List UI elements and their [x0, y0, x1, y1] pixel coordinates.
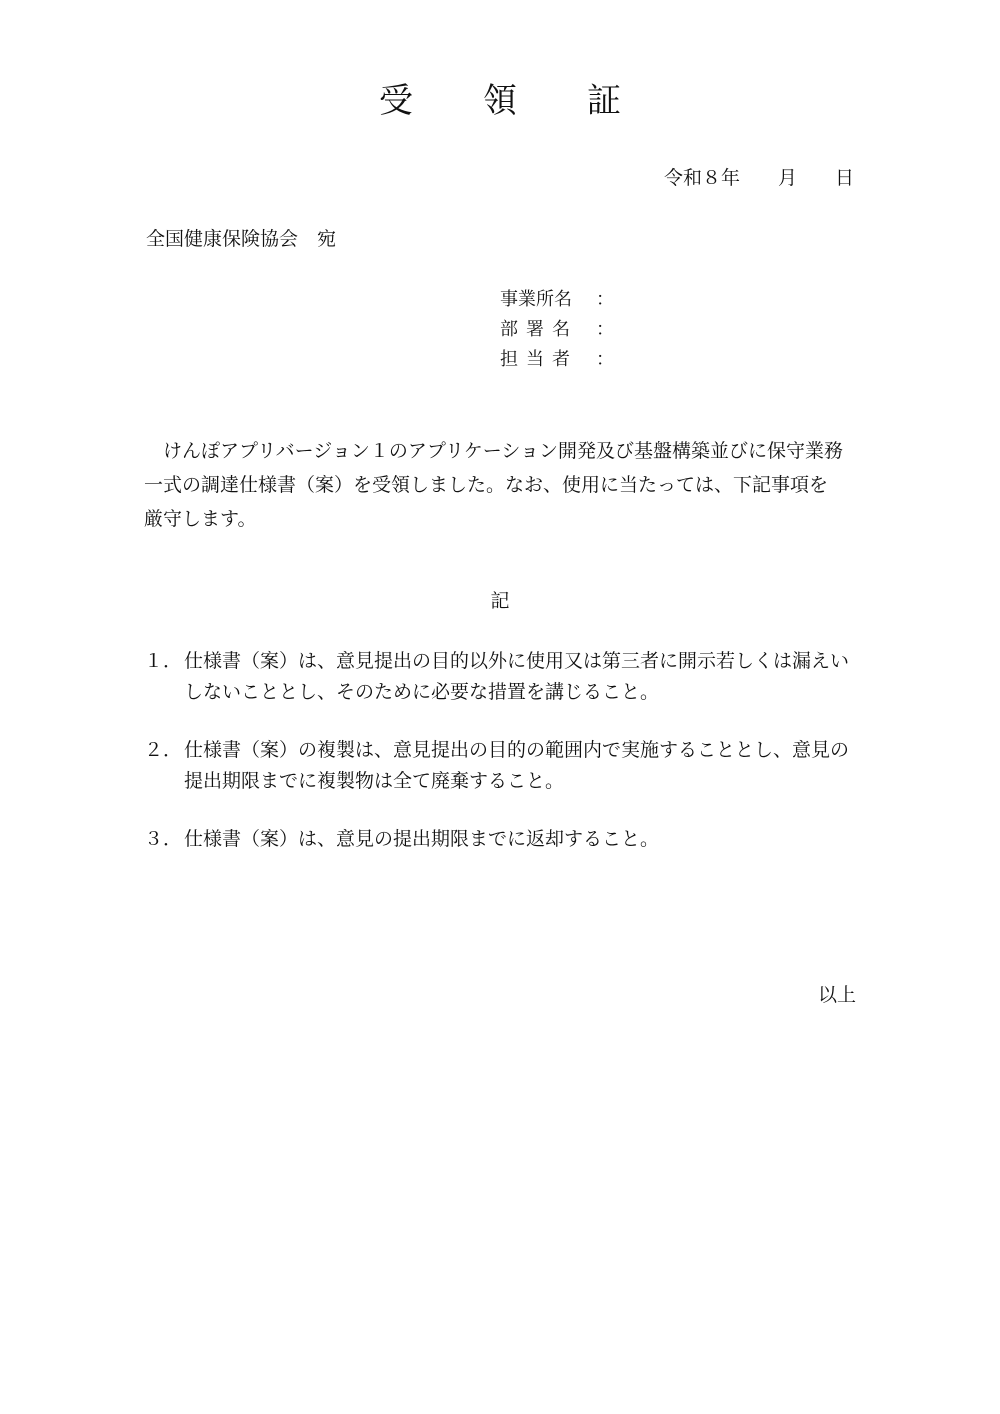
- item-text: 仕様書（案）は、意見提出の目的以外に使用又は第三者に開示若しくは漏えいしないこととし、そのために必要な措置を講じること。: [184, 650, 850, 703]
- sender-label-department: 部署名: [500, 319, 578, 340]
- document-title: [0, 78, 1000, 124]
- sender-row-department: [500, 315, 616, 345]
- list-item: [144, 646, 858, 708]
- sender-label-office: 事業所名: [500, 289, 572, 310]
- sender-row-person: [500, 345, 616, 375]
- body-paragraph: けんぽアプリバージョン１のアプリケーション開発及び基盤構築並びに保守業務一式の調達仕様書（案）を受領しました。なお、使用に当たっては、下記事項を厳守します。: [144, 440, 844, 530]
- list-item: [144, 824, 858, 855]
- item-number: １．: [144, 650, 183, 672]
- sender-colon: ：: [596, 289, 614, 310]
- body-paragraph-block: [144, 434, 844, 536]
- item-number: ２．: [144, 739, 183, 761]
- sender-colon: ：: [596, 349, 614, 370]
- title-char: 受: [379, 81, 413, 121]
- sender-row-office: [500, 285, 616, 315]
- ki-heading: 記: [490, 590, 510, 612]
- addressee: 全国健康保険協会 宛: [146, 228, 337, 250]
- list-item: [144, 735, 858, 797]
- title-char: 領: [483, 81, 517, 121]
- sender-label-person: 担当者: [500, 349, 578, 370]
- sender-colon: ：: [596, 319, 614, 340]
- sender-block: [500, 285, 616, 375]
- item-number: ３．: [144, 828, 183, 850]
- closing-text: 以上: [817, 984, 856, 1006]
- item-list: [144, 646, 858, 882]
- item-text: 仕様書（案）の複製は、意見提出の目的の範囲内で実施することとし、意見の提出期限までに複製物は全て廃棄すること。: [184, 739, 850, 792]
- title-char: 証: [587, 81, 621, 121]
- item-text: 仕様書（案）は、意見の提出期限までに返却すること。: [184, 828, 660, 850]
- document-date: 令和８年 月 日: [663, 167, 854, 189]
